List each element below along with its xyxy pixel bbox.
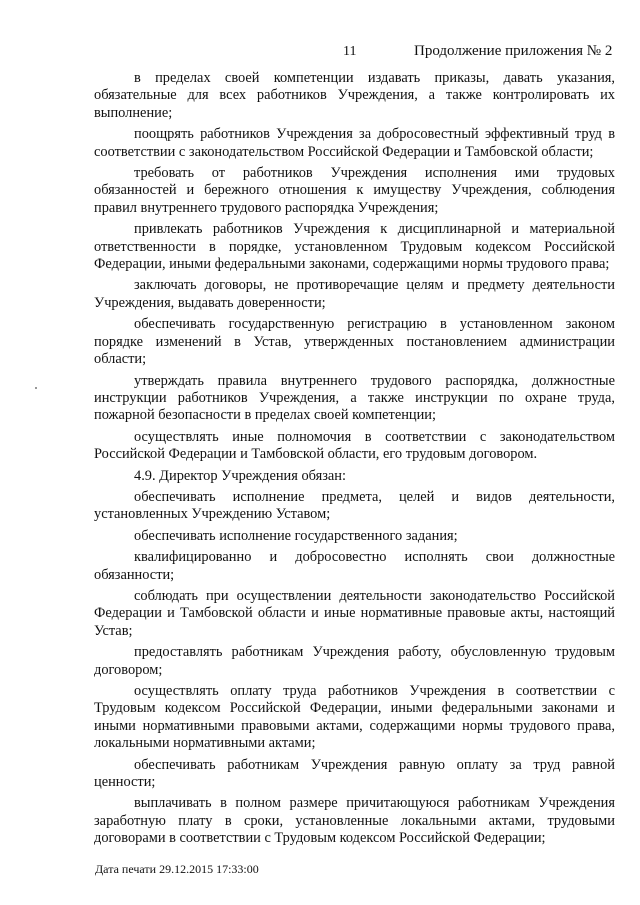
body-text xyxy=(94,70,615,852)
paragraph: обеспечивать исполнение государственного задания; xyxy=(134,527,458,544)
paragraph: осуществлять оплату труда работников Учреждения в соответствии с Трудовым кодексом Российской Федерации, иными федеральными законами и иными нормативными правовыми актами, содержащими нормы трудового права, локальными нормативными актами; xyxy=(94,683,615,752)
paragraph: привлекать работников Учреждения к дисциплинарной и материальной ответственности в порядке, установленном Трудовым кодексом Российской Федерации, иными федеральными законами, содержащими нормы трудового права; xyxy=(94,221,615,273)
paragraph: квалифицированно и добросовестно исполнять свои должностные обязанности; xyxy=(94,549,615,583)
paragraph: обеспечивать исполнение предмета, целей и видов деятельности, установленных Учреждению Уставом; xyxy=(94,488,615,523)
paragraph: утверждать правила внутреннего трудового распорядка, должностные инструкции работников Учреждения, а также инструкции по охране труда, пожарной безопасности в пределах своей компетенции; xyxy=(94,372,615,424)
paragraph: заключать договоры, не противоречащие целям и предмету деятельности Учреждения, выдавать доверенности; xyxy=(94,277,615,311)
paragraph: в пределах своей компетенции издавать приказы, давать указания, обязательные для всех работников Учреждения, а также контролировать их выполнение; xyxy=(94,70,615,121)
paragraph: осуществлять иные полномочия в соответствии с законодательством Российской Федерации и Тамбовской области, его трудовым договором. xyxy=(94,428,615,463)
paragraph: предоставлять работникам Учреждения работу, обусловленную трудовым договором; xyxy=(94,644,615,678)
appendix-header: Продолжение приложения № 2 xyxy=(414,43,613,59)
paragraph: соблюдать при осуществлении деятельности законодательство Российской Федерации и Тамбовской области и иные нормативные правовые акты, настоящий Устав; xyxy=(94,587,615,639)
page-number: 11 xyxy=(343,44,357,59)
paragraph: выплачивать в полном размере причитающуюся работникам Учреждения заработную плату в сроки, установленные локальными актами, трудовыми договорами в соответствии с Трудовым кодексом Российской Федерации; xyxy=(94,795,615,847)
section-heading: 4.9. Директор Учреждения обязан: xyxy=(134,467,347,484)
paragraph: обеспечивать государственную регистрацию в установленном законом порядке изменений в Устав, утвержденных постановлением администрации области; xyxy=(94,316,615,368)
scan-speck xyxy=(35,387,37,389)
print-date: Дата печати 29.12.2015 17:33:00 xyxy=(95,862,259,876)
paragraph: обеспечивать работникам Учреждения равную оплату за труд равной ценности; xyxy=(94,756,615,791)
paragraph: поощрять работников Учреждения за добросовестный эффективный труд в соответствии с законодательством Российской Федерации и Тамбовской области; xyxy=(94,126,615,160)
paragraph: требовать от работников Учреждения исполнения ими трудовых обязанностей и бережного отношения к имуществу Учреждения, соблюдения правил внутреннего трудового распорядка Учреждения; xyxy=(94,165,615,216)
